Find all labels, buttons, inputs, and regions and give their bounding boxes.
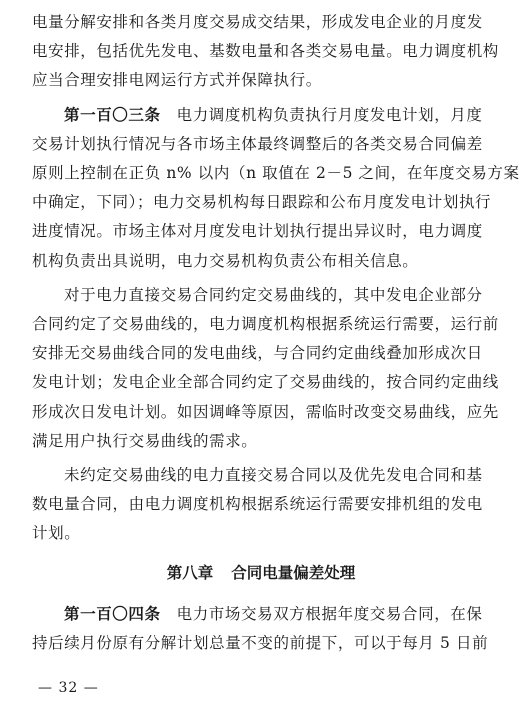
text-line: 中确定，下同）；电力交易机构每日跟踪和公布月度发电计划执行 <box>32 193 492 212</box>
article-103 <box>32 101 520 276</box>
article-heading: 第一百〇三条 <box>64 105 161 124</box>
text-line: 合同约定了交易曲线的，电力调度机构根据系统运行需要，运行前 <box>32 315 499 334</box>
text-line: 电安排，包括优先发电、基数电量和各类交易电量。电力调度机构 <box>32 42 499 61</box>
article-104 <box>32 600 490 658</box>
text-line: 机构负责出具说明，电力交易机构负责公布相关信息。 <box>32 251 419 270</box>
text-line: 数电量合同，由电力调度机构根据系统运行需要安排机组的发电 <box>32 495 483 514</box>
text-line <box>32 101 490 130</box>
text-line: 持后续月份原有分解计划总量不变的前提下，可以于每月 5 日前 <box>32 633 489 652</box>
text-line: 电量分解安排和各类月度交易成交结果，形成发电企业的月度发 <box>32 13 483 31</box>
page-number: — 32 — <box>38 680 99 696</box>
article-text: 电力市场交易双方根据年度交易合同，在保 <box>176 604 483 623</box>
text-line: 安排无交易曲线合同的发电曲线，与合同约定曲线叠加形成次日 <box>32 344 483 363</box>
text-line: 满足用户执行交易曲线的需求。 <box>32 431 258 450</box>
paragraph-trading-curve <box>32 281 499 456</box>
paragraph-no-curve <box>32 461 490 549</box>
text-line: 进度情况。市场主体对月度发电计划执行提出异议时，电力调度 <box>32 222 483 241</box>
text-line: 发电计划；发电企业全部合同约定了交易曲线的，按合同约定曲线 <box>32 373 499 392</box>
paragraph-continuation <box>32 8 499 96</box>
chapter-number: 第八章 <box>166 563 214 582</box>
text-line <box>32 600 490 629</box>
text-line: 形成次日发电计划。如因调峰等原因，需临时改变交易曲线，应先 <box>32 402 499 421</box>
text-line: 对于电力直接交易合同约定交易曲线的，其中发电企业部分 <box>64 285 483 304</box>
text-line: 交易计划执行情况与各市场主体最终调整后的各类交易合同偏差 <box>32 134 483 153</box>
chapter-heading <box>32 559 490 588</box>
text-line: 原则上控制在正负 n% 以内（n 取值在 2－5 之间，在年度交易方案 <box>32 164 520 183</box>
document-page <box>32 8 520 658</box>
text-line: 未约定交易曲线的电力直接交易合同以及优先发电合同和基 <box>64 466 483 485</box>
article-text: 电力调度机构负责执行月度发电计划，月度 <box>176 105 483 124</box>
article-heading: 第一百〇四条 <box>64 604 161 623</box>
chapter-title: 合同电量偏差处理 <box>231 563 356 582</box>
text-line: 计划。 <box>32 524 81 543</box>
text-line: 应当合理安排电网运行方式并保障执行。 <box>32 71 322 90</box>
